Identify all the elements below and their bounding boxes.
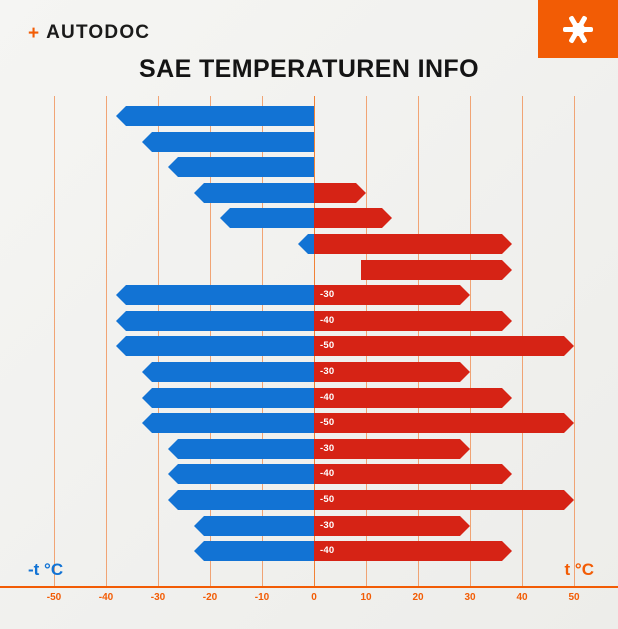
axis-tick-label: 40	[516, 592, 528, 603]
axis-tick-label: -40	[98, 592, 114, 603]
chart-bar-row	[0, 516, 618, 536]
chart-bar-row	[0, 285, 618, 305]
chart-bar-row	[0, 362, 618, 382]
chart-bar-row	[0, 183, 618, 203]
axis-tick-label: 50	[568, 592, 580, 603]
chart-bar-row	[0, 106, 618, 126]
axis-tick-label: -50	[46, 592, 62, 603]
axis-line	[0, 586, 618, 588]
bar-label-temp: -50	[320, 340, 335, 352]
chart-bar-row	[0, 157, 618, 177]
chart-bar-row	[0, 336, 618, 356]
chart-bar-row	[0, 490, 618, 510]
snowflake-icon	[561, 12, 595, 46]
axis-tick-label: 0	[311, 592, 317, 603]
axis-tick-label: 30	[464, 592, 476, 603]
chart-bar-row	[0, 439, 618, 459]
bar-label-temp: -30	[320, 289, 335, 301]
bar-label-temp: -50	[320, 417, 335, 429]
bar-label-temp: -30	[320, 442, 335, 454]
chart-bar-row	[0, 541, 618, 561]
axis-right-label: t °C	[564, 560, 594, 579]
chart-bar-row	[0, 388, 618, 408]
chart-bar-row	[0, 260, 618, 280]
chart-bar-row	[0, 464, 618, 484]
brand-logo	[28, 22, 150, 44]
axis-tick-label: -20	[202, 592, 218, 603]
bar-label-temp: -40	[320, 314, 335, 326]
chart-bar-row	[0, 413, 618, 433]
chart-bar-row	[0, 132, 618, 152]
bar-label-temp: -30	[320, 519, 335, 531]
axis-tick-label: -10	[254, 592, 270, 603]
chart-bar-row	[0, 208, 618, 228]
brand-name: AUTODOC	[46, 22, 151, 43]
bar-label-temp: -30	[320, 366, 335, 377]
bar-label-temp: -50	[320, 494, 335, 505]
bar-label-temp: -40	[320, 468, 335, 480]
axis-tick-label: 10	[360, 592, 372, 603]
axis-tick-label: 20	[412, 592, 424, 603]
chart-plot-area	[0, 96, 618, 586]
axis-tick-label: -30	[150, 592, 166, 603]
bar-label-temp: -40	[320, 545, 335, 557]
chart-bar-row	[0, 311, 618, 331]
axis-left-label: -t °C	[28, 560, 64, 579]
chart-bar-row	[0, 234, 618, 254]
snowflake-badge	[538, 0, 618, 58]
plus-icon: +	[28, 22, 40, 44]
bar-label-temp: -40	[320, 391, 335, 403]
page-title: SAE TEMPERATUREN INFO	[139, 55, 479, 83]
